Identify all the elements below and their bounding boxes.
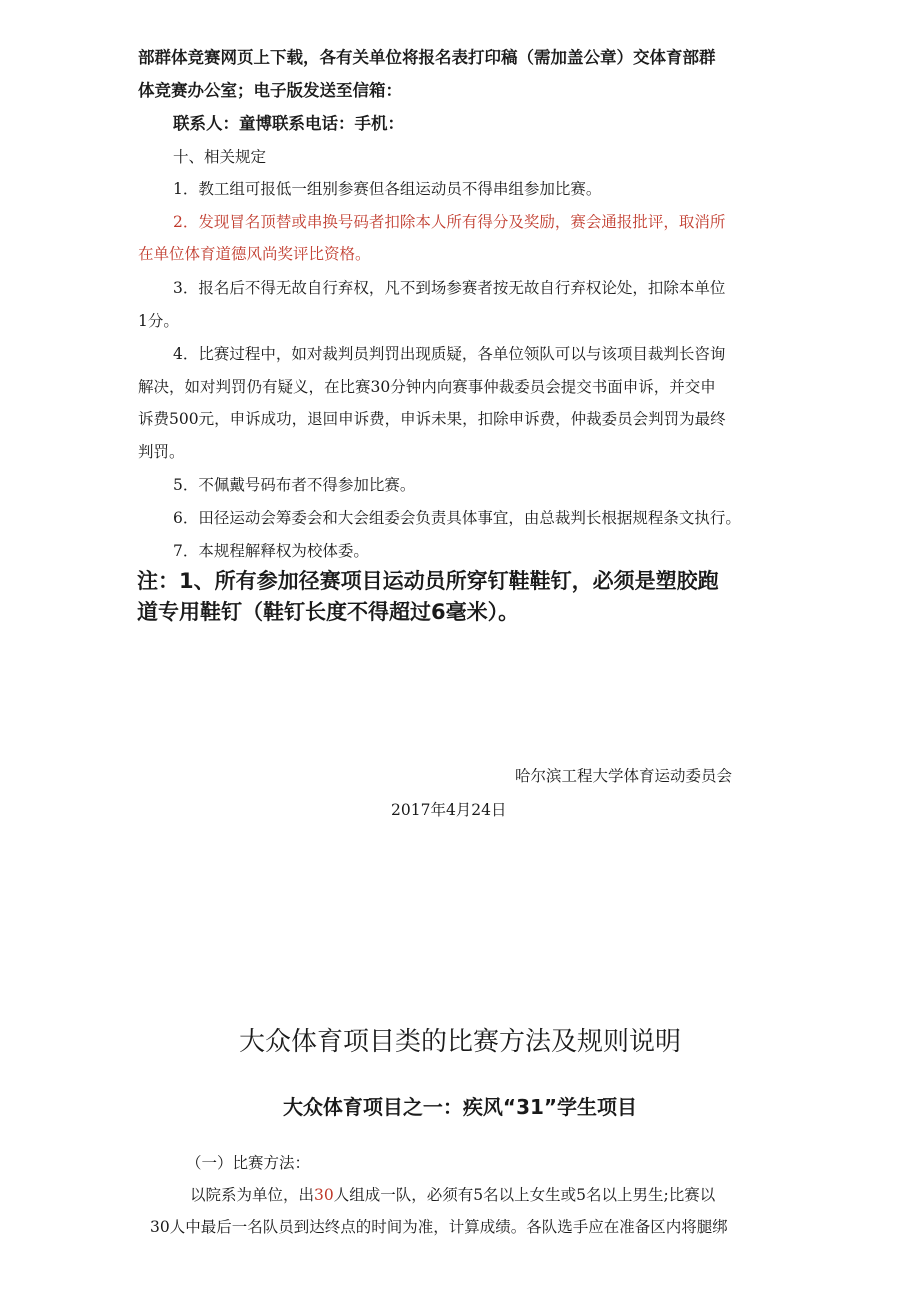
method-heading: （一）比赛方法： bbox=[186, 1154, 311, 1172]
regulation-item-5: 5．不佩戴号码布者不得参加比赛。 bbox=[173, 476, 416, 494]
regulation-item-2-line-1: 2．发现冒名顶替或串换号码者扣除本人所有得分及奖励，赛会通报批评，取消所 bbox=[173, 213, 726, 231]
section-subtitle: 大众体育项目之一：疾风“31”学生项目 bbox=[282, 1095, 638, 1119]
regulation-item-4-line-3: 诉费500元，申诉成功，退回申诉费，申诉未果，扣除申诉费，仲裁委员会判罚为最终 bbox=[138, 410, 726, 428]
note-line-1: 注：1、所有参加径赛项目运动员所穿钉鞋鞋钉，必须是塑胶跑 bbox=[137, 569, 719, 593]
regulation-item-4-line-2: 解决，如对判罚仍有疑义，在比赛30分钟内向赛事仲裁委员会提交书面申诉，并交申 bbox=[138, 378, 716, 396]
method-paragraph-line-2: 30人中最后一名队员到达终点的时间为准，计算成绩。各队选手应在准备区内将腿绑 bbox=[150, 1218, 728, 1236]
method-paragraph-text-b: 人组成一队，必须有5名以上女生或5名以上男生;比赛以 bbox=[333, 1186, 716, 1204]
regulation-item-1: 1．教工组可报低一组别参赛但各组运动员不得串组参加比赛。 bbox=[173, 180, 602, 198]
contact-line-2: 体竞赛办公室；电子版发送至信箱： bbox=[138, 81, 402, 100]
regulation-item-7: 7．本规程解释权为校体委。 bbox=[173, 542, 369, 560]
regulation-item-2-line-2: 在单位体育道德风尚奖评比资格。 bbox=[138, 245, 371, 263]
regulation-item-4-line-4: 判罚。 bbox=[138, 443, 185, 461]
regulation-item-6: 6．田径运动会筹委会和大会组委会负责具体事宜，由总裁判长根据规程条文执行。 bbox=[173, 509, 741, 527]
signature-organization: 哈尔滨工程大学体育运动委员会 bbox=[515, 767, 733, 785]
team-size-number: 30 bbox=[314, 1186, 334, 1204]
regulations-heading: 十、相关规定 bbox=[173, 148, 267, 166]
contact-line-1: 部群体竞赛网页上下载，各有关单位将报名表打印稿（需加盖公章）交体育部群 bbox=[138, 48, 716, 67]
regulation-item-4-line-1: 4．比赛过程中，如对裁判员判罚出现质疑，各单位领队可以与该项目裁判长咨询 bbox=[173, 345, 726, 363]
regulation-item-3-line-1: 3．报名后不得无故自行弃权，凡不到场参赛者按无故自行弃权论处，扣除本单位 bbox=[173, 279, 726, 297]
method-paragraph-line-1 bbox=[190, 1185, 715, 1205]
section-title: 大众体育项目类的比赛方法及规则说明 bbox=[238, 1027, 681, 1057]
regulation-item-3-line-2: 1分。 bbox=[138, 312, 179, 330]
method-paragraph-text-a: 以院系为单位，出 bbox=[190, 1186, 315, 1204]
note-line-2: 道专用鞋钉（鞋钉长度不得超过6毫米）。 bbox=[137, 600, 520, 624]
signature-date: 2017年4月24日 bbox=[391, 801, 507, 819]
contact-person-line: 联系人：童博联系电话：手机： bbox=[173, 114, 404, 133]
